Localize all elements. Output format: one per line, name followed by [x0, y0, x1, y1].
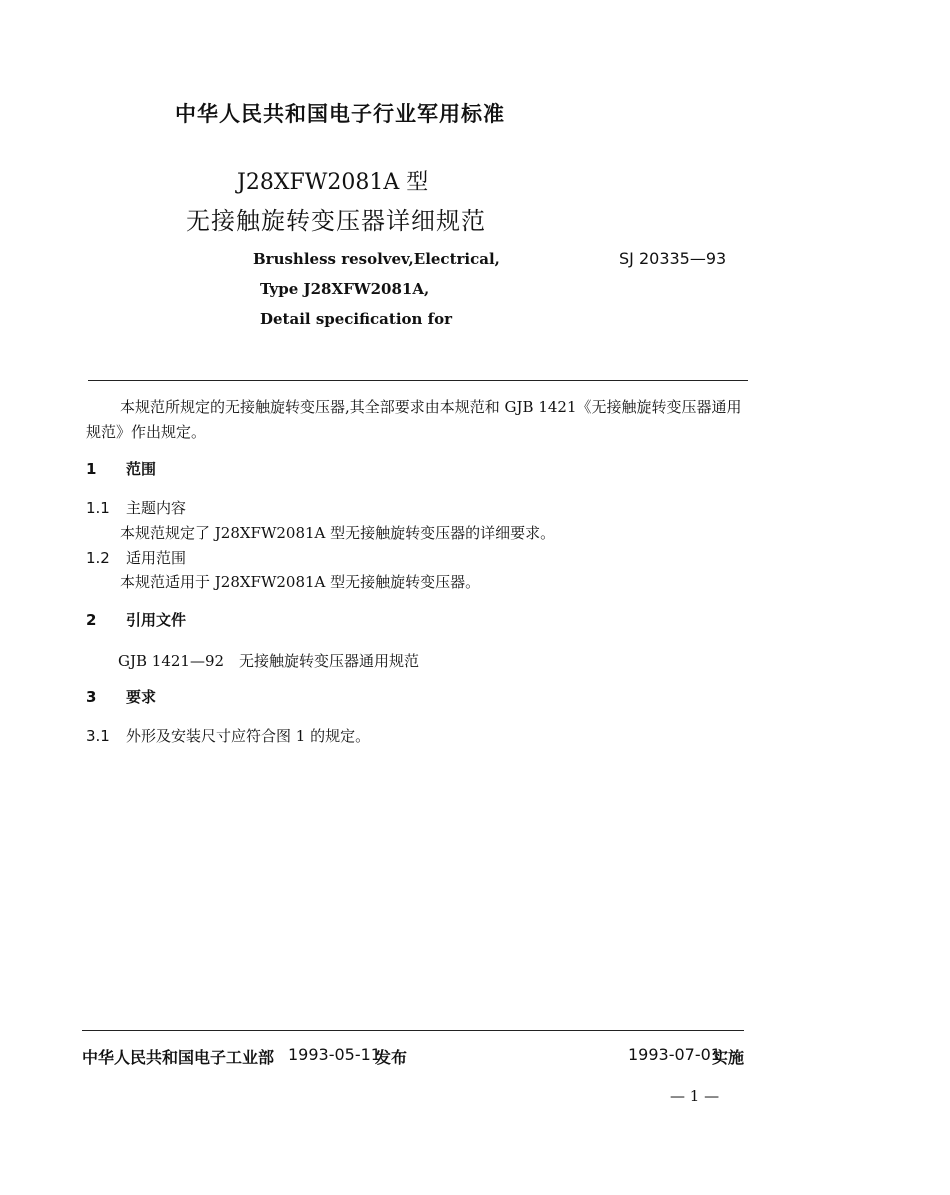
section-title: 适用范围 [126, 549, 187, 567]
english-title-line-1: Brushless resolvev,Electrical, [253, 250, 500, 268]
footer-issue-date: 1993-05-11 [288, 1045, 381, 1064]
footer-implementation-label: 实施 [712, 1048, 745, 1067]
section-number: 1.2 [86, 549, 110, 567]
section-number: 3.1 [86, 727, 110, 745]
page-number: — 1 — [670, 1087, 720, 1105]
section-1-1-heading [86, 497, 186, 518]
section-1-2-body: 本规范适用于 J28XFW2081A 型无接触旋转变压器。 [120, 573, 481, 591]
english-title-line-2: Type J28XFW2081A, [260, 280, 430, 298]
section-2-heading [86, 609, 186, 630]
footer-issuer: 中华人民共和国电子工业部 [82, 1048, 275, 1067]
footer-implementation-date: 1993-07-01 [628, 1045, 721, 1064]
footer-issue-label: 发布 [375, 1048, 408, 1067]
section-title: 范围 [126, 460, 157, 478]
section-number: 1.1 [86, 499, 110, 517]
header-divider [88, 380, 748, 381]
english-title-line-3: Detail specification for [260, 310, 453, 328]
intro-text: 本规范所规定的无接触旋转变压器,其全部要求由本规范和 GJB 1421《无接触旋转变压器通用规范》作出规定。 [86, 398, 742, 441]
section-title: 主题内容 [126, 499, 187, 517]
section-number: 2 [86, 611, 97, 629]
footer-divider [82, 1030, 744, 1031]
intro-paragraph [86, 395, 750, 445]
section-3-1 [86, 725, 370, 746]
section-3-heading [86, 686, 156, 707]
section-text: 外形及安装尺寸应符合图 1 的规定。 [126, 727, 371, 745]
section-title: 要求 [126, 688, 157, 706]
section-1-heading [86, 458, 156, 479]
section-number: 1 [86, 460, 97, 478]
section-1-2-heading [86, 547, 186, 568]
spec-title: 无接触旋转变压器详细规范 [186, 207, 486, 235]
section-title: 引用文件 [126, 611, 187, 629]
issuer-title: 中华人民共和国电子行业军用标准 [175, 102, 505, 126]
referenced-document: GJB 1421—92 无接触旋转变压器通用规范 [118, 652, 420, 670]
section-1-1-body: 本规范规定了 J28XFW2081A 型无接触旋转变压器的详细要求。 [120, 524, 556, 542]
standard-number: SJ 20335—93 [619, 249, 727, 268]
section-number: 3 [86, 688, 97, 706]
model-title: J28XFW2081A 型 [237, 170, 429, 195]
